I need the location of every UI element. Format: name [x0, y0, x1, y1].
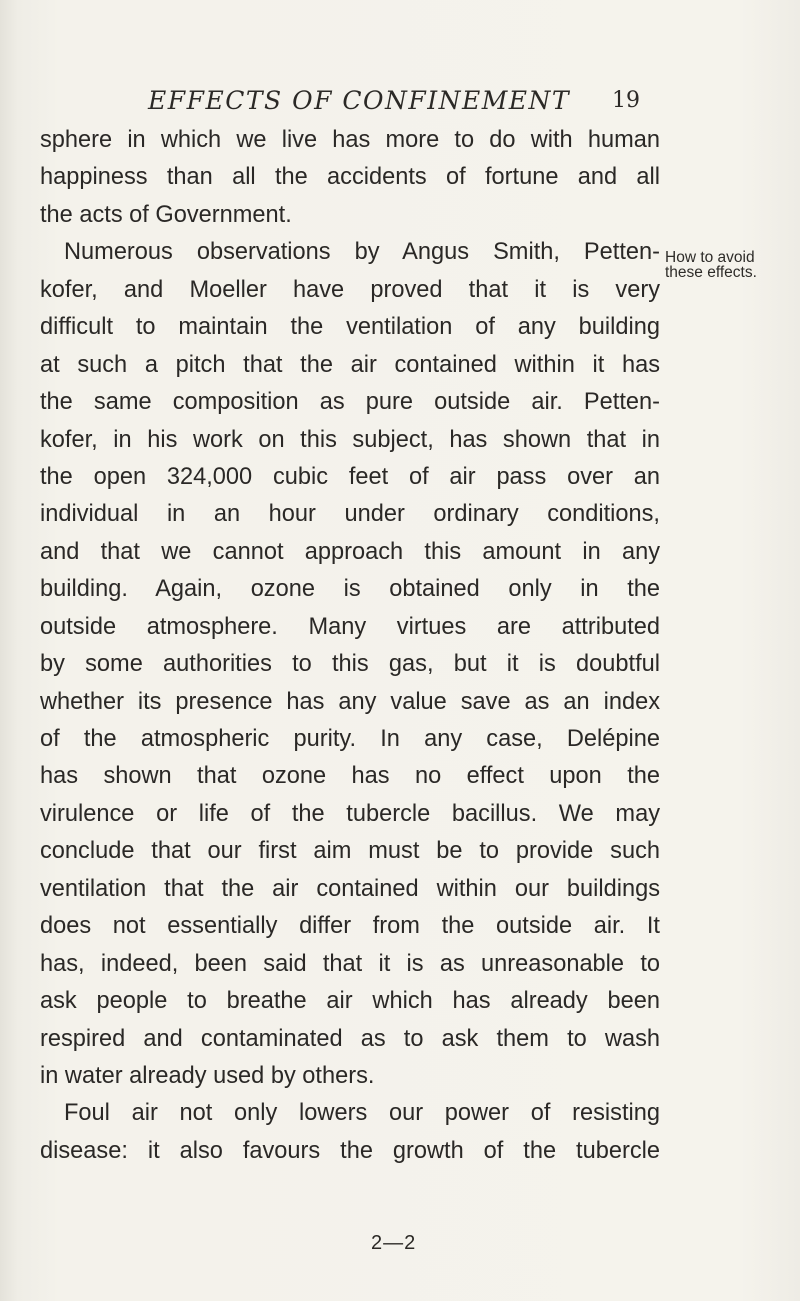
text-line: whether its presence has any value save as an index	[40, 688, 660, 715]
text-line: does not essentially differ from the outside air. It	[40, 913, 660, 940]
text-line: disease: it also favours the growth of the tubercle	[40, 1137, 660, 1164]
text-line: building. Again, ozone is obtained only in the	[40, 576, 660, 603]
text-line: happiness than all the accidents of fortune and all	[40, 164, 660, 191]
text-line: has shown that ozone has no effect upon the	[40, 763, 660, 790]
text-line: respired and contaminated as to ask them to wash	[40, 1025, 660, 1052]
text-line: and that we cannot approach this amount in any	[40, 538, 660, 565]
text-line: at such a pitch that the air contained within it has	[40, 351, 660, 378]
running-title: EFFECTS OF CONFINEMENT	[148, 86, 571, 115]
text-line: Foul air not only lowers our power of resisting	[64, 1100, 660, 1127]
margin-note-line: these effects.	[665, 264, 757, 281]
text-line: difficult to maintain the ventilation of any building	[40, 314, 660, 341]
text-line: Numerous observations by Angus Smith, Petten-	[64, 239, 660, 266]
text-line: in water already used by others.	[40, 1062, 375, 1089]
text-line: of the atmospheric purity. In any case, Delépine	[40, 726, 660, 752]
text-line: sphere in which we live has more to do with human	[40, 127, 660, 153]
body-text	[40, 122, 660, 1170]
text-line: conclude that our first aim must be to provide such	[40, 838, 660, 865]
margin-note	[665, 250, 795, 280]
text-line: virulence or life of the tubercle bacillus. We may	[40, 800, 660, 827]
page-number: 19	[612, 88, 640, 113]
text-line: the acts of Government.	[40, 201, 292, 228]
text-line: the open 324,000 cubic feet of air pass over an	[40, 463, 660, 490]
text-line: ask people to breathe air which has already been	[40, 988, 660, 1015]
text-line: individual in an hour under ordinary conditions,	[40, 501, 660, 528]
page-header	[148, 86, 648, 122]
text-line: outside atmosphere. Many virtues are attributed	[40, 613, 660, 640]
text-line: kofer, in his work on this subject, has shown that in	[40, 426, 660, 453]
text-line: the same composition as pure outside air. Petten-	[40, 389, 660, 416]
text-line: by some authorities to this gas, but it is doubtful	[40, 651, 660, 678]
signature-mark: 2—2	[371, 1232, 417, 1254]
margin-note-line: How to avoid	[665, 249, 755, 266]
text-line: ventilation that the air contained within our buildings	[40, 875, 660, 902]
text-line: kofer, and Moeller have proved that it is very	[40, 276, 660, 303]
text-line: has, indeed, been said that it is as unreasonable to	[40, 950, 660, 977]
